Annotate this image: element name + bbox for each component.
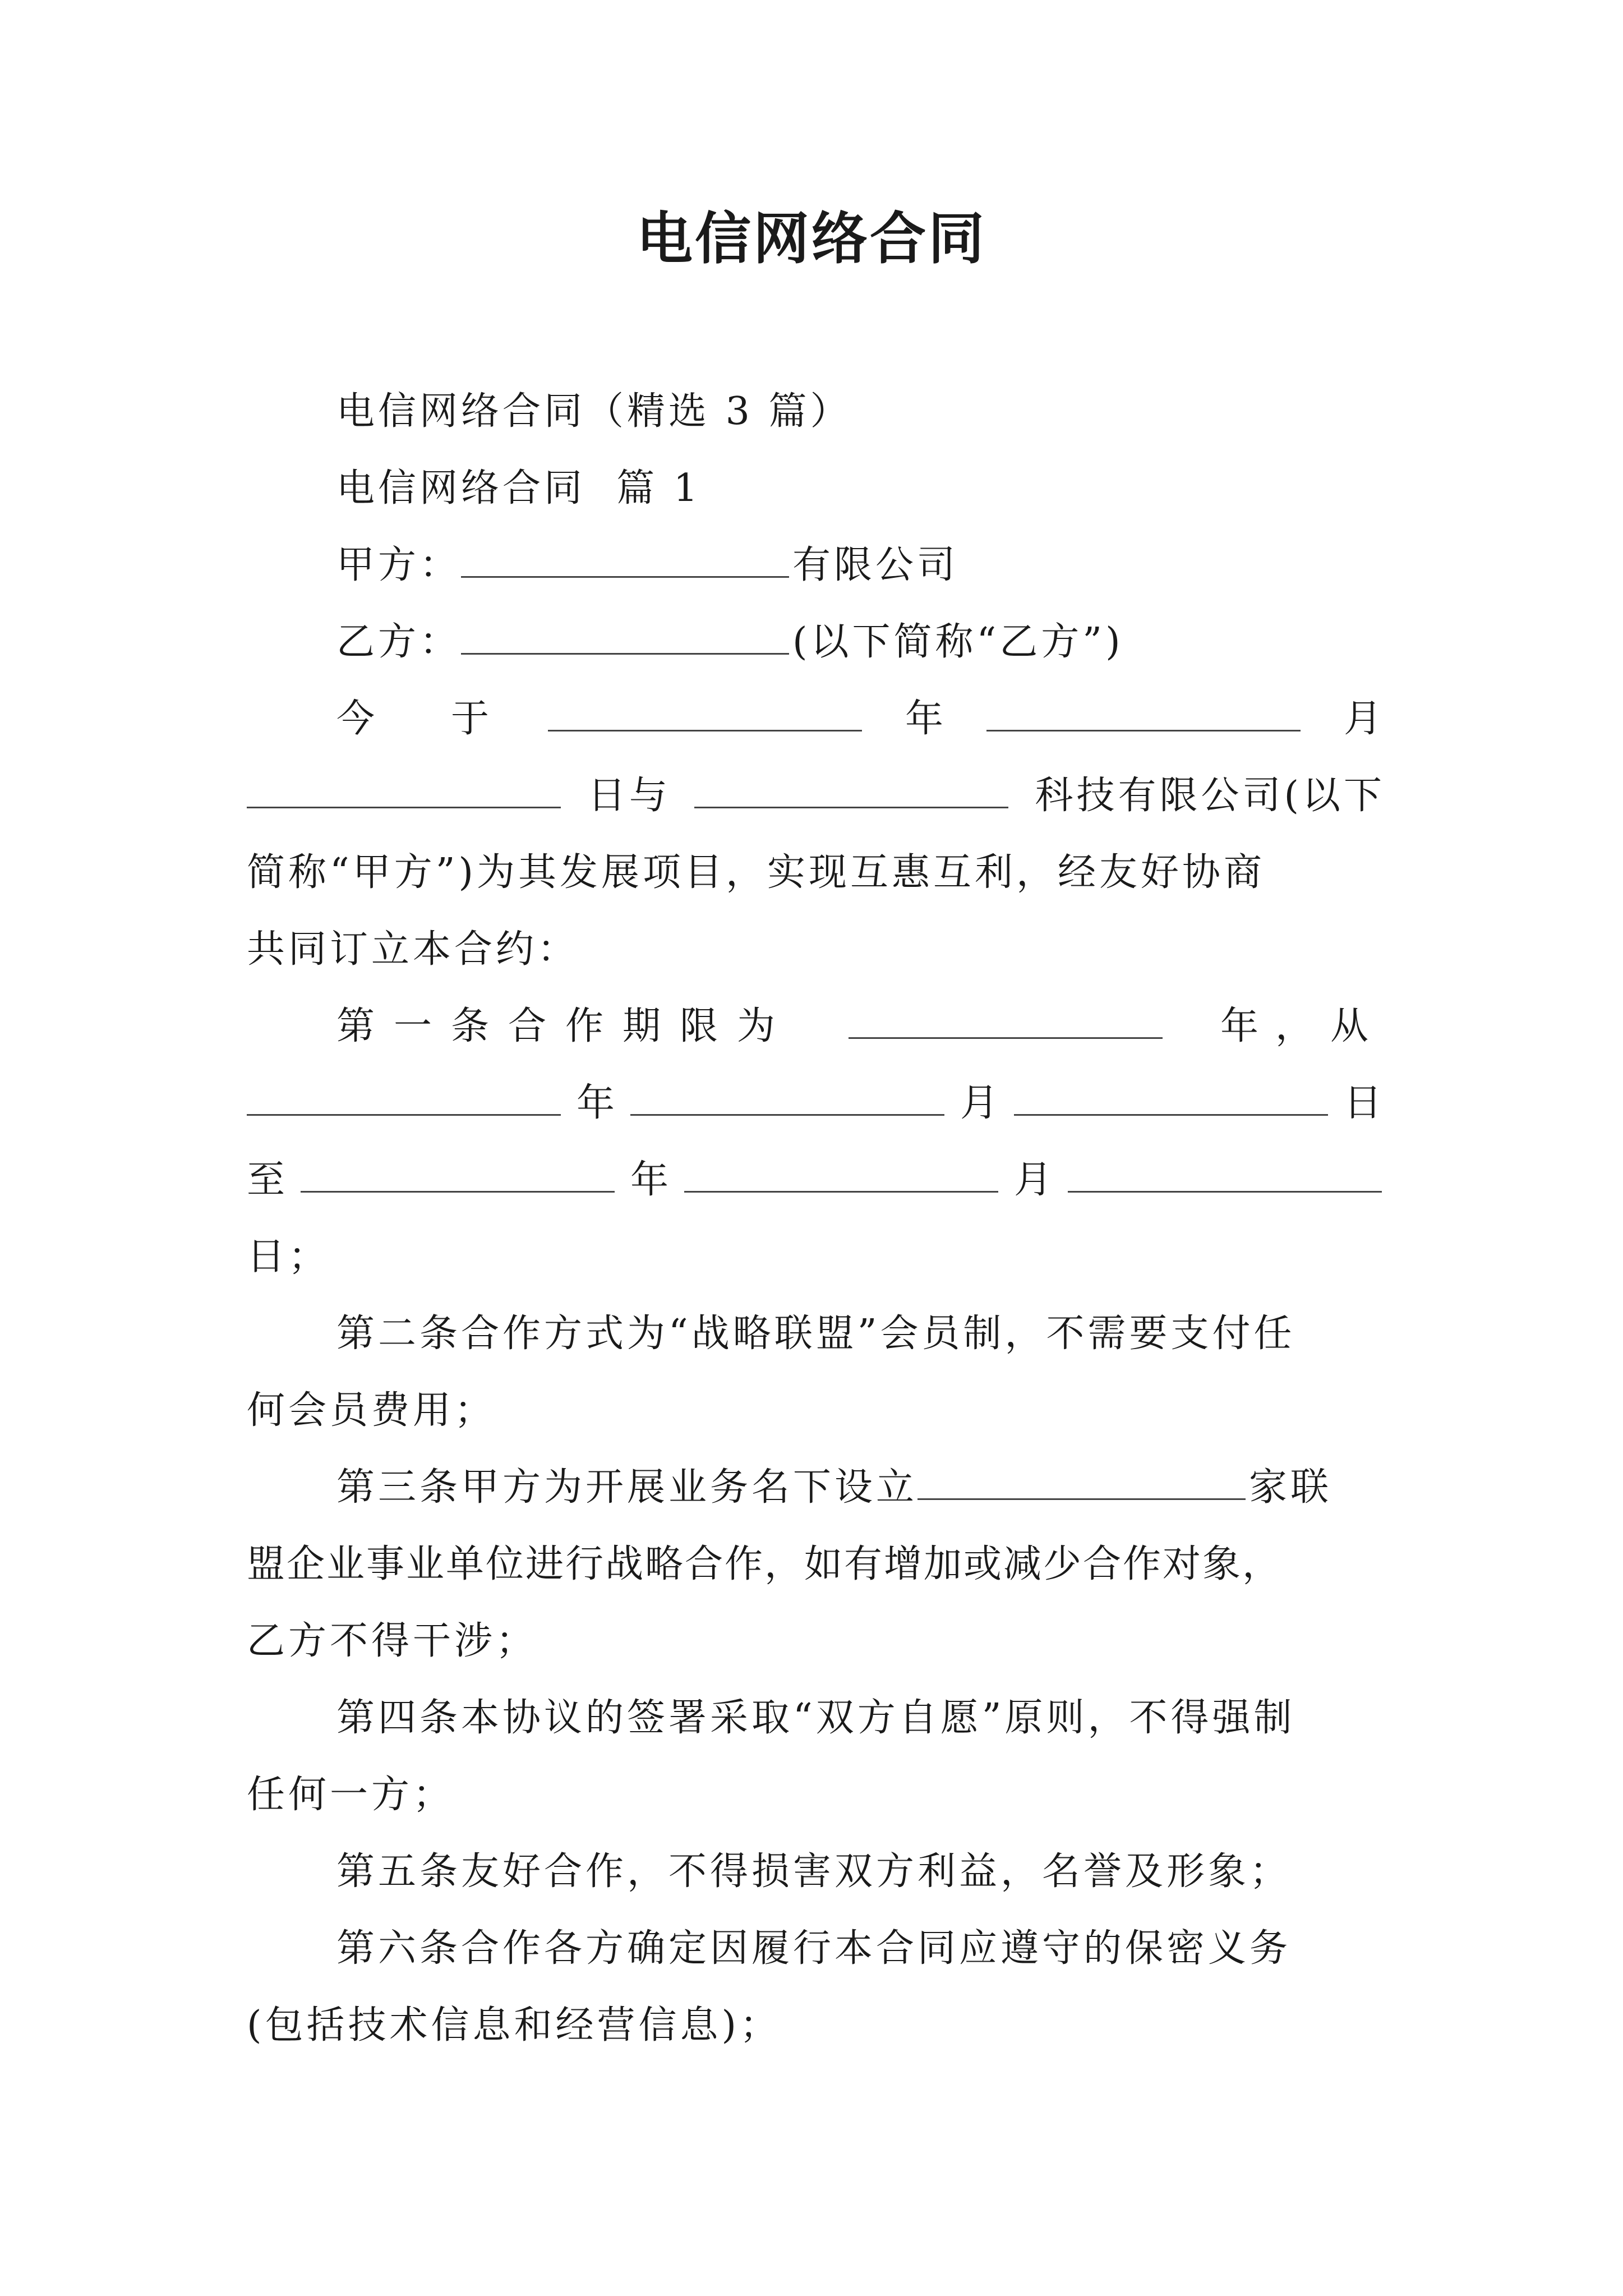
intro-line-1 [247, 680, 1385, 757]
intro-line-2 [247, 757, 1385, 834]
document-body [247, 373, 1385, 2064]
clause1-line-2 [247, 1065, 1385, 1142]
clause1-start-month-blank [630, 1114, 944, 1116]
section-heading: 电信网络合同 篇 1 [336, 466, 702, 510]
clause1-start-day-label: 日 [1343, 1081, 1385, 1125]
clause3-text: 第三条甲方为开展业务名下设立 [336, 1465, 918, 1510]
party-a-line [247, 527, 1385, 604]
intro-month-label: 月 [1343, 697, 1385, 741]
clause1-years-blank [849, 1037, 1163, 1039]
clause1-start-month-label: 月 [960, 1081, 1002, 1125]
clause1-start-year-blank [247, 1114, 561, 1116]
intro-company-suffix: 科技有限公司(以下 [1035, 774, 1385, 818]
clause3-line-3: 乙方不得干涉； [247, 1619, 538, 1663]
clause1-start-year-label: 年 [576, 1081, 618, 1125]
clause4-line-2: 任何一方； [247, 1773, 455, 1817]
party-a-suffix: 有限公司 [792, 543, 959, 587]
clause3-line-1 [247, 1449, 1385, 1526]
party-b-blank [461, 652, 789, 655]
clause3-line-2: 盟企业事业单位进行战略合作，如有增加或减少合作对象， [247, 1542, 1283, 1586]
clause1-text: 第一条合作期限为 [336, 1004, 795, 1048]
party-a-blank [461, 576, 789, 578]
party-b-line [247, 604, 1385, 680]
intro-today: 今 于 [336, 697, 509, 741]
clause6-line-1: 第六条合作各方确定因履行本合同应遵守的保密义务 [336, 1926, 1292, 1971]
clause1-from: 年，从 [1220, 1004, 1385, 1048]
intro-company-blank [694, 806, 1008, 808]
intro-line-4: 共同订立本合约： [247, 927, 579, 972]
clause3-suffix: 家联 [1249, 1465, 1332, 1510]
intro-year-blank [548, 729, 862, 731]
clause1-end-day-blank [1068, 1190, 1382, 1193]
party-a-label: 甲方： [336, 543, 462, 587]
clause1-end-month-label: 月 [1013, 1158, 1055, 1202]
intro-day-blank [247, 806, 561, 808]
intro-line-3: 简称“甲方”)为其发展项目，实现互惠互利，经友好协商 [247, 850, 1266, 895]
intro-month-blank [986, 729, 1301, 731]
clause1-to-label: 至 [247, 1158, 289, 1202]
clause2-line-2: 何会员费用； [247, 1388, 496, 1433]
clause1-line-4: 日； [247, 1235, 330, 1279]
clause5-line: 第五条友好合作，不得损害双方利益，名誉及形象； [336, 1849, 1292, 1894]
clause1-start-day-blank [1014, 1114, 1328, 1116]
clause1-line-1 [247, 988, 1385, 1065]
clause1-end-year-blank [301, 1190, 615, 1193]
clause3-count-blank [917, 1498, 1246, 1500]
clause1-end-year-label: 年 [630, 1158, 672, 1202]
clause4-line-1: 第四条本协议的签署采取“双方自愿”原则，不得强制 [336, 1696, 1295, 1740]
party-b-label: 乙方： [336, 620, 462, 664]
party-b-suffix: (以下简称“乙方”) [792, 620, 1124, 664]
intro-year-label: 年 [905, 697, 947, 741]
clause1-line-3 [247, 1142, 1385, 1218]
clause2-line-1: 第二条合作方式为“战略联盟”会员制，不需要支付任 [336, 1312, 1295, 1356]
document-title: 电信网络合同 [637, 205, 986, 272]
intro-day-with: 日与 [587, 774, 671, 818]
clause1-end-month-blank [684, 1190, 998, 1193]
clause6-line-2: (包括技术信息和经营信息)； [247, 2003, 782, 2047]
subtitle: 电信网络合同（精选 3 篇） [336, 389, 852, 434]
